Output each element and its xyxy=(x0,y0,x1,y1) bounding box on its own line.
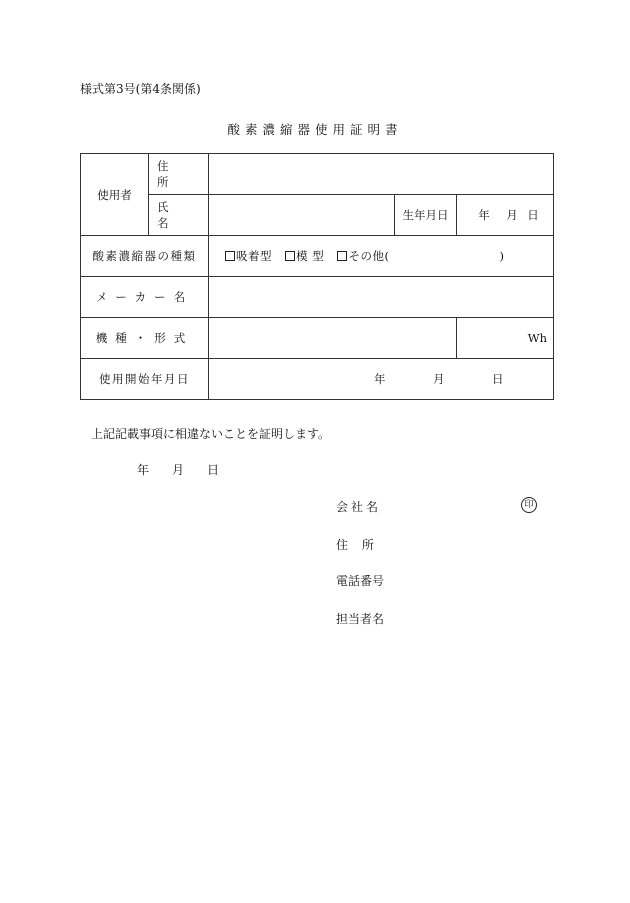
certificate-form-table xyxy=(80,153,554,400)
birth-year-label: 年 xyxy=(478,208,490,222)
seal-icon: 印 xyxy=(521,497,537,513)
maker-row xyxy=(81,277,554,318)
option-adsorption[interactable]: 吸着型 xyxy=(225,249,272,263)
issue-month-label: 月 xyxy=(172,463,185,477)
model-field[interactable] xyxy=(209,318,457,359)
start-year-label: 年 xyxy=(374,372,386,386)
start-month-label: 月 xyxy=(433,372,445,386)
document-title: 酸素濃縮器使用証明書 xyxy=(227,122,403,137)
start-date-field[interactable] xyxy=(209,359,554,400)
type-options xyxy=(209,236,554,277)
type-label: 酸素濃縮器の種類 xyxy=(81,236,209,277)
birthdate-label: 生年月日 xyxy=(395,195,457,236)
start-day-label: 日 xyxy=(492,372,504,386)
name-label: 氏 名 xyxy=(149,195,209,236)
close-paren: ) xyxy=(499,249,505,263)
model-label: 機種・形式 xyxy=(81,318,209,359)
address-field[interactable] xyxy=(209,154,554,195)
checkbox-icon[interactable] xyxy=(337,251,347,261)
user-address-row xyxy=(81,154,554,195)
birthdate-field[interactable] xyxy=(457,195,554,236)
address-label: 住 所 xyxy=(149,154,209,195)
start-date-label: 使用開始年月日 xyxy=(81,359,209,400)
person-in-charge-label: 担当者名 xyxy=(336,612,385,626)
name-field[interactable] xyxy=(209,195,395,236)
checkbox-icon[interactable] xyxy=(225,251,235,261)
birth-day-label: 日 xyxy=(527,208,539,222)
maker-label: メーカー名 xyxy=(81,277,209,318)
start-date-row xyxy=(81,359,554,400)
model-row xyxy=(81,318,554,359)
wattage-field[interactable] xyxy=(457,318,554,359)
company-name-label: 会社名 xyxy=(336,500,382,514)
checkbox-icon[interactable] xyxy=(285,251,295,261)
birth-month-label: 月 xyxy=(506,208,518,222)
wattage-unit: Wh xyxy=(527,331,548,345)
type-row xyxy=(81,236,554,277)
option-other[interactable]: その他( xyxy=(337,249,389,263)
phone-label: 電話番号 xyxy=(336,574,385,588)
maker-field[interactable] xyxy=(209,277,554,318)
signer-address-label: 住 所 xyxy=(336,538,374,552)
user-group-label: 使用者 xyxy=(81,154,149,236)
form-number: 様式第3号(第4条関係) xyxy=(80,82,201,96)
issue-day-label: 日 xyxy=(207,463,220,477)
option-membrane[interactable]: 模 型 xyxy=(285,249,324,263)
certify-statement: 上記記載事項に相違ないことを証明します。 xyxy=(91,427,331,441)
user-name-row xyxy=(81,195,554,236)
issue-year-label: 年 xyxy=(137,463,150,477)
issue-date[interactable] xyxy=(137,461,219,478)
